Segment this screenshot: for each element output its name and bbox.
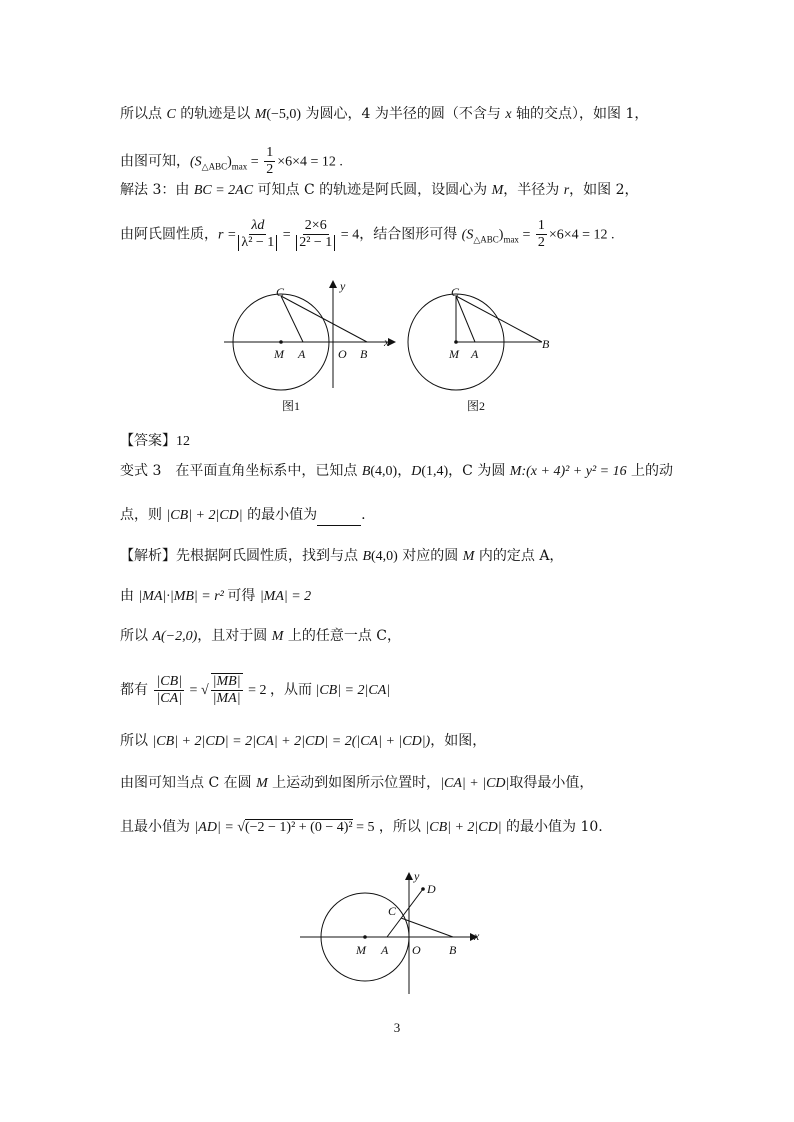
math-var: r [563,183,570,198]
text: 可得 [227,588,260,604]
math-eq: BC = 2AC [193,183,254,198]
text: 上的动 [626,463,674,479]
segment-ca [281,296,303,342]
math-subscript: max [503,234,519,245]
label-o: O [412,943,421,957]
math-point: A(−2,0) [152,629,198,644]
analysis-line-1 [120,546,563,567]
text: 由图可知， [120,153,190,170]
label-o: O [338,347,347,361]
text: 所以 [120,628,153,644]
label-a: A [381,943,389,957]
text: = 2 ，从而 [244,683,316,698]
fraction [536,218,547,251]
text: ，如图， [430,733,487,749]
answer-blank [317,511,361,526]
text: 对应的圆 [397,548,463,564]
text: ， [397,463,412,479]
math-eq: |AD| = [194,820,238,835]
text: 上的任意一点 C， [283,628,402,644]
center-point [279,340,283,344]
answer-line [120,431,190,452]
y-axis-arrow [329,280,337,288]
label-b: B [360,347,368,361]
label-c: C [276,285,285,299]
math-point: (4,0) [370,464,398,479]
text: 上运动到如图所示位置时， [267,775,441,791]
fraction [238,218,277,251]
label-b: B [449,943,457,957]
math-var: B [361,464,371,479]
text-line-method3 [120,180,639,201]
sqrt-sign: √ [200,683,209,698]
analysis-line-7 [120,817,603,838]
math-eq: r = [218,227,237,243]
math-eq: = [279,227,295,243]
math-var: (S [461,227,474,243]
denominator: 2² − 1 [296,235,335,251]
math-var: C [166,107,176,122]
figure-1-caption: 图1 [282,399,301,413]
denominator: λ² − 1 [238,235,277,251]
label-a: A [471,347,479,361]
label-x: x [384,335,390,349]
numerator: |CB| [156,673,183,689]
math-var: M [491,183,504,198]
math-eq: |CB| = 2|CA| [315,683,391,698]
label-y: y [414,869,420,883]
fraction [154,674,184,707]
denominator: |CA| [156,690,183,706]
text: 点，则 [120,507,167,523]
text: 所以点 [120,106,167,122]
fraction [211,673,243,707]
y-axis-arrow [405,872,413,880]
math-eq: :(x + 4)² + y² = 16 [521,464,627,479]
text: 可知点 C 的轨迹是阿氏圆，设圆心为 [253,182,492,198]
text: ，且对于圆 [197,628,272,644]
math-eq: = [186,683,201,698]
label-y: y [340,279,346,293]
figure-3-diagram [296,866,496,1000]
fraction [296,218,335,251]
text: 的最小值为 10. [501,819,603,835]
segment-ca [456,296,475,342]
text: ，如图 2， [569,182,639,198]
math-var: x [505,107,512,122]
label-m: M [356,943,366,957]
math-expr: |CB| + 2|CD| [425,820,502,835]
label-a: A [298,347,306,361]
math-var: M [271,629,284,644]
math-var: M [256,776,268,791]
figure-2-caption: 图2 [467,399,486,413]
math-expr: |CA| + |CD| [440,776,510,791]
math-point: (4,0) [371,549,398,564]
analysis-label: 【解析】 [120,548,176,564]
label-c: C [388,904,397,918]
math-var: (S [190,154,202,170]
text: . [361,507,366,523]
math-eq: = 4 [337,227,360,243]
radicand: (−2 − 1)² + (0 − 4)² [244,820,353,835]
math-var: M [462,549,475,564]
numerator: 2×6 [304,218,327,233]
denominator: 2 [266,162,274,177]
sqrt-sign: √ [237,820,245,835]
text: ，结合图形可得 [359,226,462,243]
text: 由阿氏圆性质， [120,226,218,243]
math-expr: |CB| + 2|CD| [166,508,243,523]
text: 由图可知当点 C 在圆 [120,775,257,791]
analysis-line-5 [120,731,486,752]
text-line-apollonius [120,218,615,251]
math-expr: ×6×4 = 12 . [277,154,343,170]
text: ，C 为圆 [448,463,510,479]
text: 的轨迹是以 [175,106,255,122]
text: 都有 [120,682,153,698]
label-d: D [427,882,436,896]
text: 所以 [120,733,153,749]
figure-2-diagram [405,276,565,416]
text: 为圆心，4 为半径的圆（不含与 [301,106,506,122]
numerator: 1 [266,145,274,160]
segment-cb [456,296,542,342]
math-point: (−5,0) [266,107,302,122]
math-eq: |MA| = 2 [259,589,312,604]
page-number: 3 [393,1020,401,1035]
text: 轴的交点），如图 1， [511,106,649,122]
answer-value: 12 [176,434,190,449]
math-var: D [411,464,422,479]
denominator: 2 [537,235,545,250]
text: 先根据阿氏圆性质，找到与点 [176,548,363,564]
label-m: M [449,347,459,361]
label-b: B [542,337,550,351]
figure-1-diagram [220,276,400,416]
math-var: M [254,107,267,122]
math-paren: ) [498,227,504,243]
answer-label: 【答案】 [120,433,176,449]
center-point [363,935,367,939]
text: 内的定点 A， [474,548,564,564]
analysis-line-3 [120,626,401,647]
math-var: B [362,549,372,564]
math-eq: = 5 [352,820,375,835]
text-line-area-max [120,145,343,178]
numerator: λd [251,218,265,233]
text: ，半径为 [503,182,564,198]
variant-3-line-2 [120,505,366,526]
analysis-line-2 [120,586,311,607]
analysis-line-6 [120,773,593,794]
numerator: |MB| [212,674,241,689]
math-subscript: max [231,161,248,172]
text: 由 [120,588,139,604]
math-eq: |MA|·|MB| = r² [138,589,228,604]
math-eq: = [247,154,263,170]
label-c: C [451,285,460,299]
math-expr: ×6×4 = 12 . [548,227,615,243]
math-paren: ) [227,154,232,170]
math-var: M [509,464,522,479]
point-d [421,887,425,891]
text: 取得最小值， [509,775,594,791]
math-eq: = [518,227,534,243]
math-subscript: △ABC [473,234,499,245]
segment-cb [281,296,367,342]
text: 的最小值为 [242,507,318,523]
denominator: |MA| [212,691,241,706]
label-x: x [474,929,480,943]
text: ，所以 [374,819,426,835]
text-line-locus [120,104,648,125]
text: 变式 3 在平面直角坐标系中，已知点 [120,463,362,479]
text: 解法 3：由 [120,182,194,198]
math-point: (1,4) [421,464,449,479]
label-m: M [274,347,284,361]
variant-3-line-1 [120,461,673,482]
fraction [264,145,275,178]
numerator: 1 [537,218,545,233]
analysis-line-4 [120,673,390,707]
math-eq: |CB| + 2|CD| = 2|CA| + 2|CD| = 2(|CA| + |CD|) [152,734,431,749]
math-subscript: △ABC [201,161,228,172]
text: 且最小值为 [120,819,195,835]
